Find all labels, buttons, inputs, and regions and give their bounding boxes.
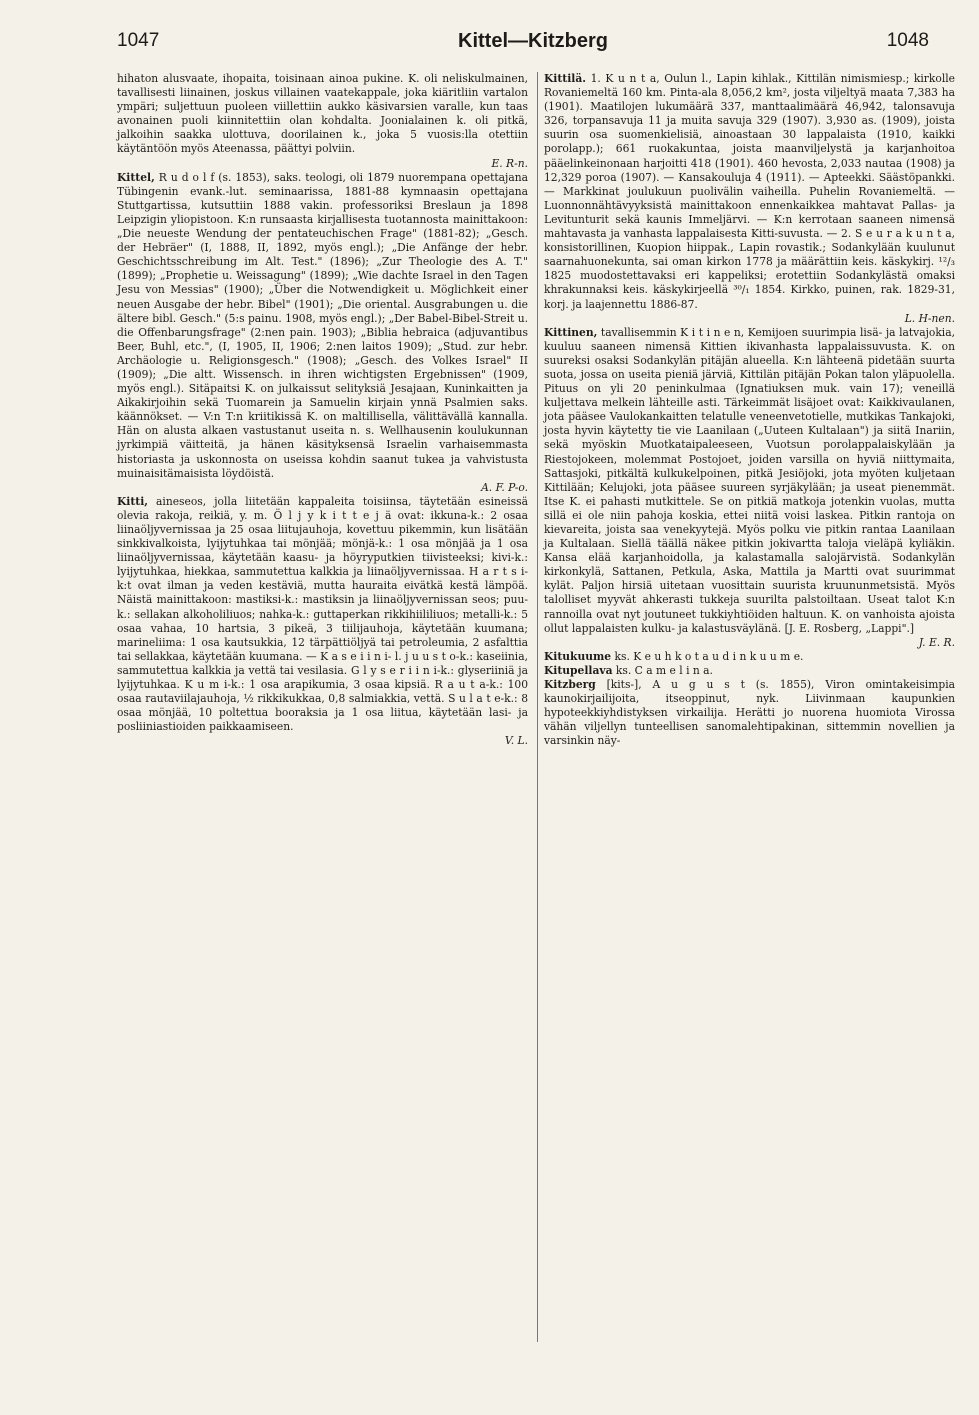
kitupellava-text: ks. C a m e l i n a. bbox=[612, 663, 713, 677]
kittinen-text: tavallisemmin K i t i n e n, Kemijoen suurimpia lisä- ja latvajokia, kuuluu saaneen nimensä Kittien ikivanhasta lappalaissuvusta. K. on suureksi osaksi Sodankylän pitäjän alueella. K:n lähteenä pidetään suurta suota, jossa on useita pieniä järviä, Kittilän pitäjän Pokan talon yläpuolella. Pituus on yli 20 peninkulmaa (Ignatiuksen muk. vain 17); veneillä kuljettava melkein lähteille asti. Tärkeimmät lisäjoet ovat: Kaikkivaulanen, jota pääsee Vaulokankaitten telatulle veneenvetotielle, mutkikas Tankajoki, josta hyvin käytetty tie vie Laanilaan („Uuteen Kultalaan") ja siitä Inariin, sekä myöskin Muotkataipaleeseen, Vuotsun porolappalaiskylään ja Riestojokeen, molemmat Postojoet, joiden varsilla on hyviä niittymaita, Sattasjoki, pitkältä kulkukelpoinen, pitkä Jesiöjoki, jota myöten kuljetaan Kittilään; Kelujoki, jota pääsee suureen syrjäkylään; ja useat pienemmät. Itse K. ei pahasti mutkittele. Se on pitkiä matkoja jotenkin vuolas, mutta sillä ei ole niin pahoja koskia, ettei niitä voisi laskea. Pitkin rantoja on kievareita, joista saa venekyytejä. Myös polku vie pitkin rantaa Laanilaan ja Kultalaan. Siellä täällä näkee pitkin jokivartta taloja vieläpä kyliäkin. Kansa elää karjanhoidolla, ja kalastamalla salojärvistä. Sodankylän kirkonkylä, Sattanen, Petkula, Aska, Mattila ja Martti ovat suurimmat kylät. Paljon hirsiä uitetaan vuosittain suurista kruununmetsistä. Myös talolliset myyvät ahkerasti tukkeja suurilta palstoiltaan. Useat talot K:n rannoilla ovat nyt joutuneet tukkiyhtiöiden haltuun. K. on vanhoista ajoista ollut lappalaisten kulku- ja kalastusväylänä. [J. E. Rosberg, „Lappi".] bbox=[544, 325, 955, 635]
kitukuume-text: ks. K e u h k o t a u d i n k u u m e. bbox=[611, 649, 804, 663]
kitti-text: aineseos, jolla liitetään kappaleita toisiinsa, täytetään esineissä olevia rakoja, reikiä, y. m. Ö l j y k i t t e j ä ovat: ikkuna-k.: 2 osaa liinaöljyvernissaa ja 25 osaa liitujauhoja, kovettuu pikemmin, kun lisätään sinkkivalkoista, lyijytuhkaa tai mönjää; mönjä-k.: 1 osa mönjää ja 1 osa liinaöljyvernissaa, käytetään kaasu- ja höyryputkien tiivisteeksi; kivi-k.: lyijytuhkaa, hiekkaa, sammutettua kalkkia ja liinaöljyvernissaa. H a r t s i-k:t ovat ilman ja veden kestäviä, mutta hauraita eivätkä kestä lämpöä. Näistä mainittakoon: mastiksi-k.: mastiksin ja liinaöljyvernissan seos; puu-k.: sellakan alkoholiliuos; nahka-k.: guttaperkan rikkihiililiuos; metalli-k.: 5 osaa vahaa, 10 hartsia, 3 pikeä, 3 tiilijauhoja, käytetään kuumana; marineliima: 1 osa kautsukkia, 12 tärpättiöljyä tai petroleumia, 2 asfalttia tai sellakkaa, käytetään kuumana. — K a s e i i n i- l. j u u s t o-k.: kaseiinia, sammutettua kalkkia ja vettä tai vesilasia. G l y s e r i i n i-k.: glyseriiniä ja lyijytuhkaa. K u m i-k.: 1 osa arapikumia, 3 osaa kipsiä. R a u t a-k.: 100 osaa rautaviilajauhoja, ½ rikkikukkaa, 0,8 salmiakkia, vettä. S u l a t e-k.: 8 osaa mönjää, 10 poltettua booraksia ja 1 osa liitua, käytetään lasi- ja posliiniastioiden paikkaamiseen. bbox=[117, 494, 528, 734]
article-kittinen bbox=[544, 326, 955, 650]
kittila-signature: L. H-nen. bbox=[904, 311, 955, 325]
kittel-signature: A. F. P-o. bbox=[481, 480, 528, 494]
kitupellava-headword: Kitupellava bbox=[544, 663, 613, 677]
page-header bbox=[0, 30, 979, 66]
continuation-signature: E. R-n. bbox=[491, 156, 528, 170]
right-page-number: 1048 bbox=[886, 30, 929, 51]
kittel-headword: Kittel, bbox=[117, 170, 155, 184]
right-column bbox=[544, 72, 955, 749]
kittila-text: 1. K u n t a, Oulun l., Lapin kihlak., Kittilän nimismiesp.; kirkolle Rovaniemeltä 160 km. Pinta-ala 8,056,2 km², josta viljeltyä maata 7,383 ha (1901). Maatilojen lukumäärä 337, manttaalimäärä 46,942, talonsavuja 326, torpansavuja 11 ja muita savuja 329 (1907). 3,930 as. (1909), joista suurin osa suomenkielisiä, ainoastaan 30 lappalaista (1910, kaikki porolapp.); 661 ruokakuntaa, joista maanviljelystä ja karjanhoitoa pääelinkeinonaan harjoitti 418 (1901). 460 hevosta, 2,033 nautaa (1908) ja 12,329 poroa (1907). — Kansakouluja 4 (1911). — Apteekki. Säästöpankki. — Markkinat joulukuun puolivälin vaiheilla. Puhelin Rovaniemeltä. — Luonnonnähtävyyksistä mainittakoon ennenkaikkea mahtavat Pallas- ja Levitunturit sekä kaunis Immeljärvi. — K:n kerrotaan saaneen nimensä mahtavasta ja vanhasta lappalaisesta Kitti-suvusta. — 2. S e u r a k u n t a, konsistorillinen, Kuopion hiippak., Lapin rovastik.; Sodankylään kuulunut saarnahuonekunta, sai oman kirkon 1778 ja määrättiin keis. käskykirj. ¹²/₃ 1825 muodostettavaksi eri kappeliksi; erotettiin Sodankylästä omaksi khrakunnaksi keis. käskykirjeellä ³⁰/₁ 1854. Kirkko, puinen, rak. 1829-31, korj. ja laajennettu 1886-87. bbox=[544, 72, 955, 311]
continuation-text: hihaton alusvaate, ihopaita, toisinaan ainoa pukine. K. oli neliskulmainen, tavallisesti liinainen, joskus villainen vaatekappale, joka kiäritliin vartalon ympäri; suljettuun puoleen viillettiin aukko käsivarsien varalle, kun taas avonainen puoli kiinnitettiin olan kohdalta. Joonialainen k. oli pitkä, jalkoihin saakka ulottuva, doorilainen k., joka 5 vuosis:lla otettiin käytäntöön myös Ateenassa, päättyi polviin. bbox=[117, 72, 528, 156]
article-kitti bbox=[117, 495, 528, 749]
article-kitupellava bbox=[544, 664, 955, 678]
article-kittel bbox=[117, 171, 528, 495]
kittinen-headword: Kittinen, bbox=[544, 325, 598, 339]
kitti-signature: V. L. bbox=[504, 734, 528, 748]
kitti-headword: Kitti, bbox=[117, 494, 149, 508]
article-continuation bbox=[117, 72, 528, 171]
article-kittila bbox=[544, 72, 955, 326]
kittel-text: R u d o l f (s. 1853), saks. teologi, oli 1879 nuorempana opettajana Tübingenin evank.-lut. seminaarissa, 1881-88 kymnaasin opettajana Stuttgartissa, kutsuttiin 1888 vakin. professoriksi Breslaun ja 1898 Leipzigin yliopistoon. K:n runsaasta kirjallisesta tuotannosta mainittakoon: „Die neueste Wendung der pentateuchischen Frage" (1881-82); „Gesch. der Hebräer" (I, 1888, II, 1892, myös engl.); „Die Anfänge der hebr. Geschichtsschreibung im Alt. Test." (1896); „Zur Theologie des A. T." (1899); „Prophetie u. Weissagung" (1899); „Wie dachte Israel in den Tagen Jesu von Messias" (1900); „Über die Notwendigkeit u. Möglichkeit einer neuen Ausgabe der hebr. Bibel" (1901); „Die oriental. Ausgrabungen u. die ältere bibl. Gesch." (5:s painu. 1908, myös engl.); „Der Babel-Bibel-Streit u. die Offenbarungsfrage" (2:nen pain. 1903); „Biblia hebraica (adjuvantibus Beer, Buhl, etc.", (I, 1905, II, 1906; 2:nen laitos 1909); „Stud. zur hebr. Archäologie u. Religionsgesch." (1908); „Gesch. des Volkes Israel" II (1909); „Die altt. Wissensch. in ihren wichtigsten Ergebnissen" (1909, myös engl.). Sitäpaitsi K. on julkaissut selityksiä Jesajaan, Kuninkaitten ja Aikakirjoihin sekä Tuomarein ja Samuelin kirjain ynnä Psalmien saks. käännökset. — V:n T:n kriitikissä K. on maltillisella, välittävällä kannalla. Hän on alusta alkaen vastustanut useita n. s. Wellhausenin koulukunnan jyrkimpiä väitteitä, ja hänen käsityksensä Israelin varhaisemmasta historiasta ja uskonnosta on useissa kohdin saanut tukea ja vahvistusta muinaisitämaisista löydöistä. bbox=[117, 170, 528, 480]
left-page-number: 1047 bbox=[117, 30, 160, 51]
kitzberg-headword: Kitzberg bbox=[544, 678, 596, 692]
kitukuume-headword: Kitukuume bbox=[544, 649, 612, 663]
kittinen-signature: J. E. R. bbox=[918, 635, 955, 649]
article-kitzberg bbox=[544, 678, 955, 748]
column-divider bbox=[537, 72, 538, 1342]
kitzberg-text: [kits-], A u g u s t (s. 1855), Viron omintakeisimpia kaunokirjailijoita, itseoppinut, nyk. Liivinmaan kaupunkien hypoteekkiyhdistyksen virkailija. Herätti jo nuorena huomiota Virossa vähän viljellyn tunteellisen sanomalehtipakinan, sittemmin novellien ja varsinkin näy- bbox=[544, 678, 955, 748]
running-title: Kittel—Kitzberg bbox=[458, 30, 608, 52]
kittila-headword: Kittilä. bbox=[544, 72, 586, 85]
left-column bbox=[117, 72, 528, 749]
article-kitukuume bbox=[544, 650, 955, 664]
